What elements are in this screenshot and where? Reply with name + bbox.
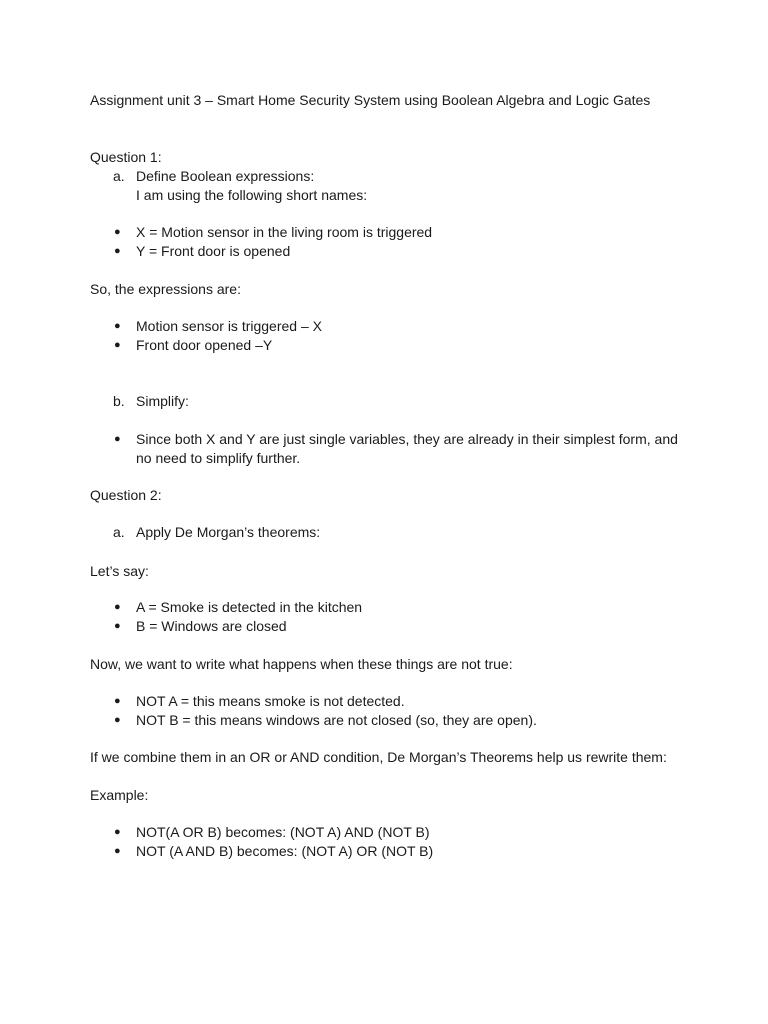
list-marker-b: b.: [113, 393, 125, 409]
question-1-heading: Question 1:: [90, 149, 162, 165]
list-item: Motion sensor is triggered – X: [136, 318, 322, 334]
list-item: NOT B = this means windows are not closed (so, they are open).: [136, 712, 537, 728]
bullet-icon: ●: [114, 601, 121, 613]
bullet-icon: ●: [114, 714, 121, 726]
bullet-icon: ●: [114, 826, 121, 838]
bullet-icon: ●: [114, 245, 121, 257]
bullet-icon: ●: [114, 320, 121, 332]
document-title: Assignment unit 3 – Smart Home Security System using Boolean Algebra and Logic Gates: [90, 92, 651, 108]
list-item: A = Smoke is detected in the kitchen: [136, 599, 363, 615]
bullet-icon: ●: [114, 620, 121, 632]
bullet-icon: ●: [114, 695, 121, 707]
list-item: Y = Front door is opened: [136, 243, 291, 259]
list-item: NOT(A OR B) becomes: (NOT A) AND (NOT B): [136, 824, 430, 840]
paragraph: Let’s say:: [90, 563, 149, 579]
q1-part-b-label: Simplify:: [136, 393, 189, 409]
q1-part-a-intro: I am using the following short names:: [136, 187, 368, 203]
bullet-icon: ●: [114, 339, 121, 351]
question-2-heading: Question 2:: [90, 487, 162, 503]
list-item: Front door opened –Y: [136, 337, 273, 353]
list-item: Since both X and Y are just single variables, they are already in their simplest form, and: [136, 431, 678, 447]
paragraph: If we combine them in an OR or AND condition, De Morgan’s Theorems help us rewrite them:: [90, 749, 667, 765]
list-marker-a: a.: [113, 524, 125, 540]
list-item: NOT A = this means smoke is not detected.: [136, 693, 405, 709]
q2-part-a-label: Apply De Morgan’s theorems:: [136, 524, 321, 540]
list-item-continuation: no need to simplify further.: [136, 450, 301, 466]
list-item: X = Motion sensor in the living room is triggered: [136, 224, 433, 240]
paragraph: So, the expressions are:: [90, 281, 241, 297]
bullet-icon: ●: [114, 226, 121, 238]
paragraph: Example:: [90, 787, 149, 803]
q1-part-a-label: Define Boolean expressions:: [136, 168, 315, 184]
list-marker-a: a.: [113, 168, 125, 184]
list-item: NOT (A AND B) becomes: (NOT A) OR (NOT B): [136, 843, 434, 859]
bullet-icon: ●: [114, 845, 121, 857]
paragraph: Now, we want to write what happens when these things are not true:: [90, 656, 513, 672]
bullet-icon: ●: [114, 433, 121, 445]
list-item: B = Windows are closed: [136, 618, 287, 634]
